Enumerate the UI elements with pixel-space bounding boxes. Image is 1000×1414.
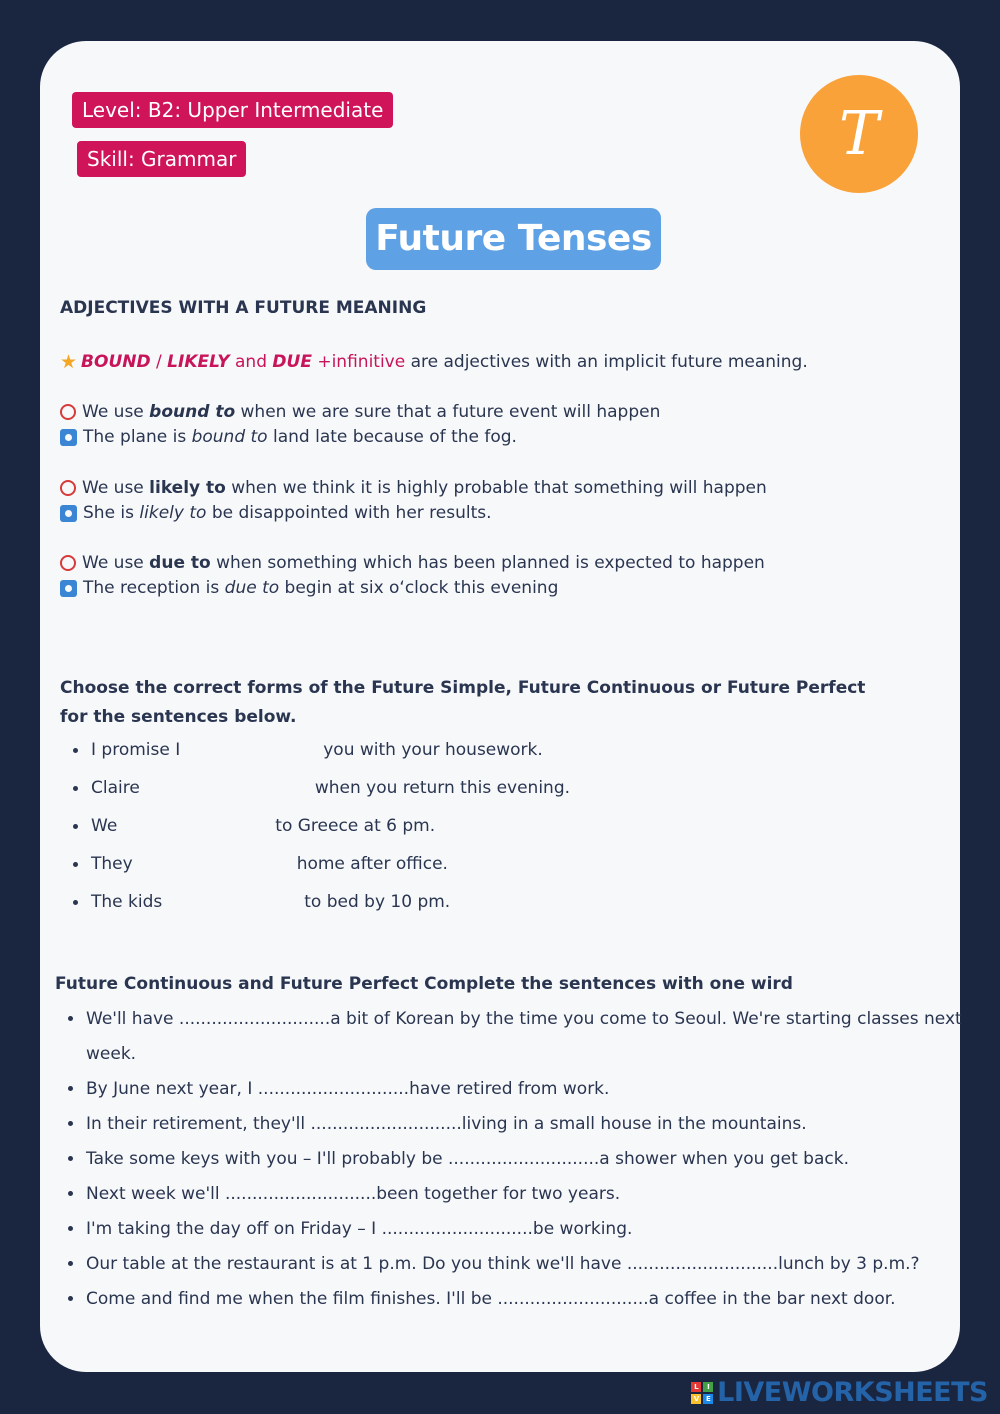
liveworksheets-logo-icon [691,1382,713,1404]
rule-keyword: likely to [149,478,226,498]
example-line [60,576,558,600]
rule-text: We use [82,553,150,573]
infinitive-text: +infinitive [311,352,406,372]
logo-letter: L [691,1382,701,1392]
page-title: Future Tenses [366,208,661,270]
list-item [91,772,570,810]
rule-line [60,551,765,575]
example-text: land late because of the fog. [267,427,517,447]
list-item: Come and find me when the film finishes. I'll be ............................a coffee in the bar next door. [86,1282,981,1317]
rule-text: when we think it is highly probable that something will happen [225,478,767,498]
and-text: and [229,352,273,372]
example-text: The plane is [83,427,192,447]
rule-text: We use [82,402,150,422]
exercise2-instruction: Future Continuous and Future Perfect Complete the sentences with one wird [55,974,793,994]
list-item [91,886,570,924]
item-text: you with your housework. [323,740,543,760]
rule-line [60,476,767,500]
logo-letter: T [838,99,880,169]
example-text: be disappointed with her results. [206,503,492,523]
example-keyword: due to [224,578,280,598]
rule-keyword: bound to [149,402,236,422]
rule-keyword: due to [149,553,211,573]
logo-letter: I [703,1382,713,1392]
list-item [91,848,570,886]
rule-text: when something which has been planned is expected to happen [210,553,765,573]
rule-line [60,400,660,424]
list-item: We'll have ............................a bit of Korean by the time you come to Seoul. We're starting classes next week. [86,1002,981,1072]
list-item: By June next year, I ............................have retired from work. [86,1072,981,1107]
keyword-bound: BOUND [81,352,151,372]
item-text: I promise I [91,740,181,760]
example-keyword: likely to [139,503,207,523]
rule-text: when we are sure that a future event will happen [235,402,661,422]
item-text: home after office. [296,854,448,874]
square-bullet-icon [60,505,77,522]
example-line [60,501,492,525]
keyword-due: DUE [272,352,312,372]
list-item: I'm taking the day off on Friday – I ............................be working. [86,1212,981,1247]
intro-rest: are adjectives with an implicit future meaning. [405,352,808,372]
example-text: She is [83,503,140,523]
exercise2-list [55,1002,981,1317]
item-text: to bed by 10 pm. [304,892,451,912]
item-text: Claire [91,778,140,798]
intro-line [60,350,808,374]
rule-text: We use [82,478,150,498]
exercise1-list [60,734,570,924]
item-text: They [91,854,133,874]
item-text: to Greece at 6 pm. [275,816,436,836]
slash-text: / [150,352,168,372]
list-item: In their retirement, they'll ............................living in a small house in the mountains. [86,1107,981,1142]
list-item: Our table at the restaurant is at 1 p.m. Do you think we'll have ............................lunch by 3 p.m.? [86,1247,981,1282]
logo-letter: V [691,1394,701,1404]
item-text: when you return this evening. [314,778,571,798]
square-bullet-icon [60,580,77,597]
star-icon: ★ [60,351,78,373]
watermark-text: LIVEWORKSHEETS [717,1377,988,1408]
keyword-likely: LIKELY [167,352,230,372]
example-text: begin at six o‘clock this evening [279,578,559,598]
list-item: Next week we'll ............................been together for two years. [86,1177,981,1212]
skill-tag: Skill: Grammar [77,141,246,177]
liveworksheets-watermark [691,1377,988,1408]
example-keyword: bound to [191,427,268,447]
square-bullet-icon [60,429,77,446]
circle-icon [60,480,76,496]
list-item: Take some keys with you – I'll probably be ............................a shower when you get back. [86,1142,981,1177]
item-text: We [91,816,118,836]
section-heading: ADJECTIVES WITH A FUTURE MEANING [60,298,427,318]
list-item [91,810,570,848]
logo-badge [800,75,918,193]
example-text: The reception is [83,578,225,598]
example-line [60,425,517,449]
item-text: The kids [91,892,163,912]
circle-icon [60,555,76,571]
circle-icon [60,404,76,420]
list-item [91,734,570,772]
level-tag: Level: B2: Upper Intermediate [72,92,393,128]
exercise1-instruction: Choose the correct forms of the Future Simple, Future Continuous or Future Perfect for the sentences below. [60,678,866,727]
logo-letter: E [703,1394,713,1404]
